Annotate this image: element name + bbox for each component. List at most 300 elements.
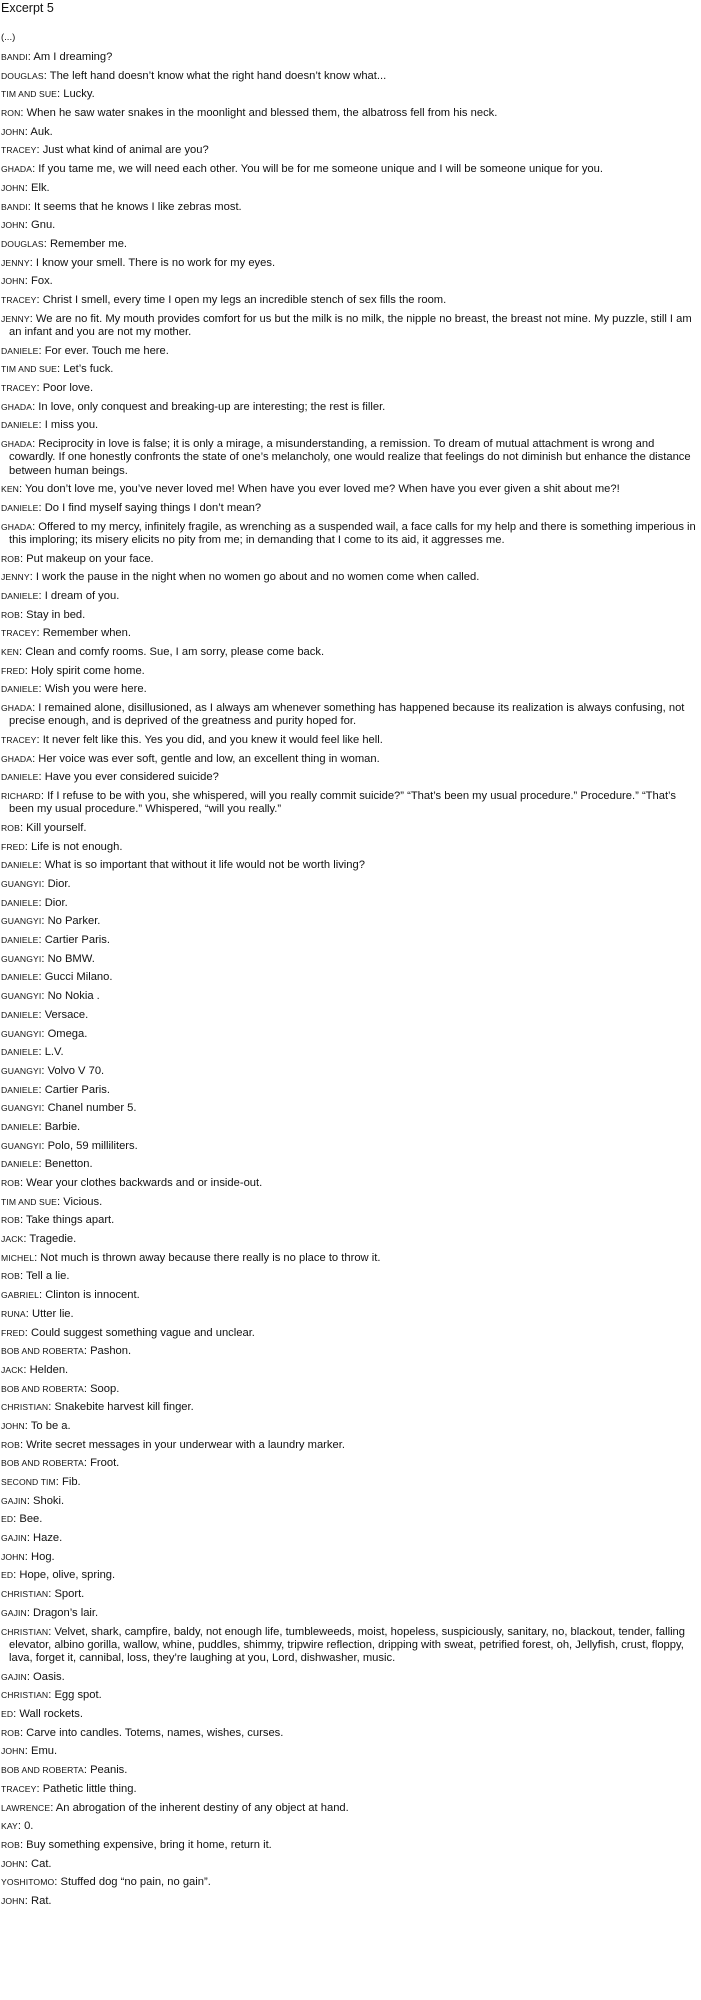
speaker-name: BANDI xyxy=(1,52,28,62)
speaker-name: CHRISTIAN xyxy=(1,1690,49,1701)
dialogue-text: If you tame me, we will need each other. You will be for me someone unique and I will be someone unique for you. xyxy=(38,163,603,176)
speaker-name: GAJIN xyxy=(1,1607,27,1618)
speaker-name: GUANGYI xyxy=(1,916,42,927)
speaker-separator: : xyxy=(38,896,45,909)
speaker-separator: : xyxy=(13,1569,20,1582)
dialogue-text: It seems that he knows I like zebras most. xyxy=(33,200,242,213)
dialogue-text: Oasis. xyxy=(33,1670,65,1683)
speaker-name: FRED xyxy=(1,841,25,852)
dialogue-line xyxy=(1,483,697,496)
speaker-name: DANIELE xyxy=(1,1084,39,1095)
dialogue-line xyxy=(1,1820,697,1833)
speaker-separator: : xyxy=(13,1708,20,1721)
speaker-separator: : xyxy=(29,256,36,269)
speaker-name: ED xyxy=(1,1570,14,1581)
speaker-separator: : xyxy=(25,1307,32,1320)
dialogue-line xyxy=(1,1858,697,1871)
dialogue-text: Vicious. xyxy=(63,1195,103,1208)
speaker-separator: : xyxy=(26,1606,34,1619)
dialogue-text: Tragedie. xyxy=(29,1233,77,1246)
dialogue-text: Pashon. xyxy=(90,1345,132,1358)
dialogue-line xyxy=(1,1476,697,1489)
speaker-separator: : xyxy=(17,1820,25,1833)
dialogue-line xyxy=(1,734,697,747)
speaker-separator: : xyxy=(54,1876,61,1889)
speaker-name: ROB xyxy=(1,822,20,833)
speaker-separator: : xyxy=(19,1726,27,1739)
dialogue-line xyxy=(1,382,697,395)
speaker-separator: : xyxy=(38,1008,45,1021)
speaker-separator: : xyxy=(38,934,45,947)
dialogue-line xyxy=(1,1364,697,1377)
speaker-name: RICHARD xyxy=(1,791,41,801)
dialogue-text: Poor love. xyxy=(42,381,94,394)
speaker-separator: : xyxy=(20,107,27,120)
speaker-separator: : xyxy=(24,840,32,853)
speaker-name: JOHN xyxy=(1,182,25,193)
speaker-name: GUANGYI xyxy=(1,1028,42,1039)
dialogue-line xyxy=(1,553,697,566)
dialogue-line xyxy=(1,363,697,376)
speaker-separator: : xyxy=(26,1532,34,1545)
dialogue-line xyxy=(1,1102,697,1115)
speaker-name: JOHN xyxy=(1,1746,25,1757)
speaker-separator: : xyxy=(26,1670,34,1683)
speaker-separator: : xyxy=(32,702,39,714)
dialogue-text: An abrogation of the inherent destiny of any object at hand. xyxy=(55,1801,349,1814)
dialogue-text: It never felt like this. Yes you did, and you knew it would feel like hell. xyxy=(42,733,383,746)
dialogue-line xyxy=(1,313,697,340)
speaker-name: DANIELE xyxy=(1,1009,39,1020)
dialogue-line xyxy=(1,1569,697,1582)
dialogue-text: Just what kind of animal are you? xyxy=(42,144,209,157)
dialogue-text: Soop. xyxy=(90,1382,120,1395)
speaker-name: JENNY xyxy=(1,572,30,583)
dialogue-text: What is so important that without it life would not be worth living? xyxy=(44,859,365,872)
dialogue-line xyxy=(1,1439,697,1452)
speaker-name: SECOND TIM xyxy=(1,1477,56,1487)
dialogue-text: I miss you. xyxy=(44,419,99,432)
speaker-separator: : xyxy=(48,1401,55,1414)
dialogue-text: Volvo V 70. xyxy=(47,1064,105,1077)
speaker-name: TRACEY xyxy=(1,145,37,156)
dialogue-text: Do I find myself saying things I don’t mean? xyxy=(44,501,262,514)
dialogue-text: Wear your clothes backwards and or inside-out. xyxy=(26,1177,263,1189)
dialogue-text: Write secret messages in your underwear with a laundry marker. xyxy=(26,1438,345,1451)
dialogue-text: Hog. xyxy=(31,1550,55,1563)
speaker-name: ED xyxy=(1,1514,14,1525)
speaker-separator: : xyxy=(38,1120,45,1133)
dialogue-line xyxy=(1,521,697,548)
dialogue-line xyxy=(1,1551,697,1564)
dialogue-text: Could suggest something vague and unclear. xyxy=(31,1326,255,1339)
dialogue-line xyxy=(1,859,697,872)
dialogue-text: Her voice was ever soft, gentle and low, an excellent thing in woman. xyxy=(38,752,380,765)
speaker-name: CHRISTIAN xyxy=(1,1402,49,1413)
dialogue-line xyxy=(1,571,697,584)
speaker-separator: : xyxy=(27,51,34,63)
speaker-name: CHRISTIAN xyxy=(1,1626,49,1637)
dialogue-line xyxy=(1,1252,697,1265)
dialogue-text: Helden. xyxy=(29,1363,69,1376)
dialogue-text: Take things apart. xyxy=(25,1214,115,1227)
dialogue-line xyxy=(1,646,697,659)
speaker-name: JENNY xyxy=(1,313,30,324)
speaker-name: BOB AND ROBERTA xyxy=(1,1765,84,1776)
speaker-separator: : xyxy=(83,1457,91,1470)
speaker-name: ED xyxy=(1,1709,14,1720)
dialogue-text: To be a. xyxy=(30,1419,71,1432)
speaker-separator: : xyxy=(19,821,27,834)
speaker-separator: : xyxy=(24,219,32,232)
speaker-name: RUNA xyxy=(1,1308,26,1319)
speaker-name: KEN xyxy=(1,484,19,495)
speaker-name: TRACEY xyxy=(1,1783,37,1794)
speaker-separator: : xyxy=(24,1857,32,1870)
dialogue-line xyxy=(1,1308,697,1321)
dialogue-text: Clean and comfy rooms. Sue, I am sorry, please come back. xyxy=(25,645,325,658)
dialogue-line xyxy=(1,1588,697,1601)
dialogue-line xyxy=(1,897,697,910)
dialogue-line xyxy=(1,144,697,157)
dialogue-line xyxy=(1,1839,697,1852)
dialogue-line xyxy=(1,88,697,101)
speaker-separator: : xyxy=(38,683,45,696)
dialogue-line xyxy=(1,934,697,947)
speaker-name: JOHN xyxy=(1,220,25,231)
dialogue-text: Cartier Paris. xyxy=(44,1083,110,1096)
dialogue-text: Christ I smell, every time I open my legs an incredible stench of sex fills the room. xyxy=(42,293,447,306)
dialogue-text: Carve into candles. Totems, names, wishes, curses. xyxy=(26,1726,284,1739)
speaker-name: GAJIN xyxy=(1,1671,27,1682)
speaker-separator: : xyxy=(24,664,32,677)
dialogue-text: Stuffed dog “no pain, no gain”. xyxy=(60,1876,211,1889)
dialogue-line xyxy=(1,1689,697,1702)
speaker-separator: : xyxy=(48,1625,55,1638)
speaker-name: DANIELE xyxy=(1,860,39,871)
dialogue-text: Egg spot. xyxy=(54,1689,102,1702)
speaker-name: GUANGYI xyxy=(1,1065,42,1076)
speaker-separator: : xyxy=(29,312,36,325)
speaker-separator: : xyxy=(55,1476,63,1488)
dialogue-text: Am I dreaming? xyxy=(33,51,113,63)
dialogue-text: I remained alone, disillusioned, as I always am whenever something has happened because its realization is always confusing, not precise enough, and is deprived of the greatness and purity hoped for. xyxy=(9,702,685,728)
speaker-name: KEN xyxy=(1,646,19,657)
speaker-name: GHADA xyxy=(1,753,33,764)
speaker-name: GUANGYI xyxy=(1,1140,42,1151)
speaker-separator: : xyxy=(57,1195,64,1208)
speaker-name: ROB xyxy=(1,1839,20,1850)
dialogue-line xyxy=(1,1270,697,1283)
dialogue-text: Offered to my mercy, infinitely fragile, as wrenching as a suspended wail, a face calls for my help and there is something imperious in this imploring; its misery elicits no pity from me; in demanding that I come to its aid, it aggresses me. xyxy=(9,520,696,546)
dialogue-text: We are no fit. My mouth provides comfort for us but the milk is no milk, the nipple no breast, the breast not mine. My puzzle, still I am an infant and you are not my mother. xyxy=(9,312,692,338)
dialogue-line xyxy=(1,1233,697,1246)
dialogue-line xyxy=(1,1177,697,1190)
speaker-name: DANIELE xyxy=(1,1047,39,1058)
speaker-name: GHADA xyxy=(1,164,33,175)
speaker-separator: : xyxy=(38,501,45,514)
speaker-name: TIM AND SUE xyxy=(1,1196,58,1207)
speaker-separator: : xyxy=(50,1801,56,1814)
speaker-name: ROB xyxy=(1,1727,20,1738)
speaker-name: TIM AND SUE xyxy=(1,364,58,375)
dialogue-text: Life is not enough. xyxy=(31,840,123,853)
speaker-separator: : xyxy=(24,1745,32,1758)
speaker-separator: : xyxy=(40,790,48,802)
speaker-name: RON xyxy=(1,108,21,119)
dialogue-line xyxy=(1,753,697,766)
speaker-separator: : xyxy=(36,381,43,394)
dialogue-line xyxy=(1,1513,697,1526)
dialogue-text: 0. xyxy=(24,1820,34,1833)
speaker-separator: : xyxy=(19,1438,27,1451)
speaker-separator: : xyxy=(41,952,48,965)
speaker-name: JACK xyxy=(1,1364,24,1375)
speaker-separator: : xyxy=(24,1326,32,1339)
dialogue-line xyxy=(1,1607,697,1620)
speaker-name: TRACEY xyxy=(1,628,37,639)
dialogue-text: Chanel number 5. xyxy=(47,1102,137,1115)
speaker-separator: : xyxy=(43,69,50,82)
dialogue-text: Not much is thrown away because there really is no place to throw it. xyxy=(40,1251,381,1264)
dialogue-line xyxy=(1,1802,697,1815)
speaker-separator: : xyxy=(19,1838,27,1851)
dialogue-line xyxy=(1,1420,697,1433)
speaker-name: DOUGLAS xyxy=(1,70,44,81)
speaker-name: DANIELE xyxy=(1,1121,39,1132)
dialogue-line xyxy=(1,1745,697,1758)
speaker-separator: : xyxy=(38,1083,45,1096)
speaker-separator: : xyxy=(83,1382,91,1395)
omission-marker: (...) xyxy=(1,32,16,43)
dialogue-text: Dragon’s lair. xyxy=(33,1606,99,1619)
dialogue-text: Reciprocity in love is false; it is only a mirage, a misunderstanding, a remission. To dream of mutual attachment is wrong and cowardly. If one honestly confronts the state of one’s melancholy, one would realize that feelings do not diminish but enhance the distance between human beings. xyxy=(9,438,691,477)
dialogue-text: Lucky. xyxy=(63,88,95,101)
dialogue-line xyxy=(1,238,697,251)
speaker-separator: : xyxy=(19,608,27,621)
speaker-name: GAJIN xyxy=(1,1533,27,1544)
speaker-name: CHRISTIAN xyxy=(1,1589,49,1600)
dialogue-line xyxy=(1,1028,697,1041)
dialogue-line xyxy=(1,1121,697,1134)
dialogue-text: Shoki. xyxy=(33,1494,65,1507)
speaker-separator: : xyxy=(38,771,45,784)
dialogue-line xyxy=(1,107,697,120)
speaker-name: DANIELE xyxy=(1,345,39,356)
speaker-name: JOHN xyxy=(1,276,25,287)
speaker-separator: : xyxy=(38,1289,46,1302)
speaker-name: LAWRENCE xyxy=(1,1802,51,1813)
dialogue-line xyxy=(1,1383,697,1396)
speaker-name: ROB xyxy=(1,1178,20,1188)
speaker-separator: : xyxy=(19,1177,27,1189)
dialogue-line xyxy=(1,1140,697,1153)
speaker-name: JOHN xyxy=(1,1551,25,1562)
dialogue-text: You don’t love me, you’ve never loved me! When have you ever loved me? When have you ever given a shit about me?! xyxy=(25,483,620,496)
dialogue-line xyxy=(1,841,697,854)
dialogue-text: Have you ever considered suicide? xyxy=(44,771,219,784)
speaker-separator: : xyxy=(38,859,45,872)
dialogue-line xyxy=(1,1009,697,1022)
speaker-separator: : xyxy=(32,520,39,533)
speaker-separator: : xyxy=(23,1233,30,1246)
speaker-name: TIM AND SUE xyxy=(1,89,58,100)
speaker-separator: : xyxy=(36,293,43,306)
dialogue-text: When he saw water snakes in the moonlight and blessed them, the albatross fell from his neck. xyxy=(26,107,498,120)
speaker-name: ROB xyxy=(1,1439,20,1450)
dialogue-text: Remember me. xyxy=(49,237,128,250)
dialogue-line xyxy=(1,419,697,432)
dialogue-text: Barbie. xyxy=(44,1120,81,1133)
speaker-name: DANIELE xyxy=(1,897,39,908)
dialogue-line xyxy=(1,219,697,232)
dialogue-text: Auk. xyxy=(30,125,53,138)
speaker-name: DANIELE xyxy=(1,1159,39,1170)
dialogue-line xyxy=(1,401,697,414)
speaker-separator: : xyxy=(83,1764,91,1777)
dialogue-line xyxy=(1,990,697,1003)
speaker-separator: : xyxy=(19,1214,26,1227)
dialogue-line xyxy=(1,1158,697,1171)
speaker-name: YOSHITOMO xyxy=(1,1877,55,1888)
dialogue-text: Velvet, shark, campfire, baldy, not enough life, tumbleweeds, moist, hopeless, suspiciously, sanitary, no, blackout, tender, falling elevator, albino gorilla, wallow, whine, puddles, shimmy, tripwire reflection, dripping with sweat, petrified forest, oh, Jellyfish, crust, floppy, lava, forget it, cannibal, loss, they’re laughing at you, Lord, dishwasher, music. xyxy=(9,1625,685,1664)
dialogue-text: Put makeup on your face. xyxy=(26,552,154,565)
dialogue-text: In love, only conquest and breaking-up are interesting; the rest is filler. xyxy=(38,400,386,413)
dialogue-text: Hope, olive, spring. xyxy=(19,1569,116,1582)
speaker-name: ROB xyxy=(1,553,20,564)
dialogue-line xyxy=(1,771,697,784)
dialogue-line xyxy=(1,1084,697,1097)
dialogue-text: Wish you were here. xyxy=(44,683,147,696)
dialogue-text: Tell a lie. xyxy=(25,1270,70,1283)
dialogue-text: Omega. xyxy=(47,1027,88,1040)
dialogue-text: Rat. xyxy=(31,1894,52,1907)
speaker-separator: : xyxy=(36,733,43,746)
dialogue-line xyxy=(1,294,697,307)
dialogue-line xyxy=(1,1783,697,1796)
dialogue-text: Elk. xyxy=(31,181,50,194)
speaker-separator: : xyxy=(48,1689,55,1702)
dialogue-line xyxy=(1,683,697,696)
dialogue-line xyxy=(1,1345,697,1358)
speaker-separator: : xyxy=(19,552,27,565)
dialogue-line xyxy=(1,1046,697,1059)
speaker-name: DANIELE xyxy=(1,502,39,513)
dialogue-lines xyxy=(1,51,697,1908)
speaker-separator: : xyxy=(38,1046,45,1059)
dialogue-line xyxy=(1,1764,697,1777)
speaker-separator: : xyxy=(36,627,43,640)
dialogue-text: Sport. xyxy=(54,1588,85,1601)
dialogue-text: Let’s fuck. xyxy=(63,363,114,376)
speaker-name: BOB AND ROBERTA xyxy=(1,1458,84,1469)
dialogue-text: I dream of you. xyxy=(44,589,120,602)
speaker-name: FRED xyxy=(1,1327,25,1338)
dialogue-line xyxy=(1,345,697,358)
speaker-separator: : xyxy=(32,400,39,413)
speaker-separator: : xyxy=(38,971,45,984)
speaker-name: JOHN xyxy=(1,126,25,137)
dialogue-text: Wall rockets. xyxy=(19,1708,83,1721)
dialogue-text: The left hand doesn’t know what the right hand doesn’t know what... xyxy=(49,69,387,82)
dialogue-line xyxy=(1,915,697,928)
dialogue-text: Remember when. xyxy=(42,627,131,640)
speaker-separator: : xyxy=(41,1102,48,1115)
speaker-separator: : xyxy=(41,990,48,1003)
dialogue-line xyxy=(1,1457,697,1470)
dialogue-line xyxy=(1,1532,697,1545)
dialogue-text: Bee. xyxy=(19,1513,43,1526)
speaker-separator: : xyxy=(48,1588,55,1601)
dialogue-line xyxy=(1,1495,697,1508)
speaker-name: TRACEY xyxy=(1,734,37,745)
speaker-name: ROB xyxy=(1,609,20,620)
speaker-name: BOB AND ROBERTA xyxy=(1,1383,84,1394)
dialogue-line xyxy=(1,1289,697,1302)
dialogue-line xyxy=(1,182,697,195)
dialogue-line xyxy=(1,665,697,678)
dialogue-text: No Nokia . xyxy=(47,990,100,1003)
dialogue-line xyxy=(1,1196,697,1209)
dialogue-text: Cat. xyxy=(31,1857,52,1870)
speaker-separator: : xyxy=(19,1270,26,1283)
dialogue-line xyxy=(1,1727,697,1740)
speaker-name: GUANGYI xyxy=(1,879,42,889)
speaker-separator: : xyxy=(38,589,45,602)
dialogue-text: Kill yourself. xyxy=(26,821,87,834)
speaker-name: BANDI xyxy=(1,201,28,212)
speaker-name: GHADA xyxy=(1,401,33,412)
dialogue-line xyxy=(1,275,697,288)
dialogue-text: Pathetic little thing. xyxy=(42,1782,137,1795)
dialogue-line xyxy=(1,790,697,817)
speaker-name: GHADA xyxy=(1,521,33,532)
speaker-separator: : xyxy=(29,571,36,584)
dialogue-text: Gucci Milano. xyxy=(44,971,113,984)
dialogue-line xyxy=(1,953,697,966)
dialogue-text: Polo, 59 milliliters. xyxy=(47,1139,138,1152)
speaker-name: JOHN xyxy=(1,1858,25,1869)
dialogue-text: Buy something expensive, bring it home, return it. xyxy=(26,1838,272,1851)
speaker-name: TRACEY xyxy=(1,294,37,305)
dialogue-text: Benetton. xyxy=(44,1158,93,1171)
dialogue-line xyxy=(1,1895,697,1908)
speaker-name: GHADA xyxy=(1,703,33,713)
dialogue-line xyxy=(1,590,697,603)
dialogue-text: L.V. xyxy=(44,1046,64,1059)
dialogue-line xyxy=(1,1401,697,1414)
dialogue-line xyxy=(1,1214,697,1227)
speaker-separator: : xyxy=(41,1139,48,1152)
dialogue-text: Stay in bed. xyxy=(26,608,86,621)
dialogue-text: Fib. xyxy=(62,1476,81,1488)
speaker-separator: : xyxy=(36,1782,43,1795)
speaker-separator: : xyxy=(34,1251,41,1264)
dialogue-line xyxy=(1,1327,697,1340)
speaker-name: DANIELE xyxy=(1,590,39,601)
excerpt-title: Excerpt 5 xyxy=(1,1,54,15)
speaker-separator: : xyxy=(24,125,31,138)
dialogue-text: Dior. xyxy=(47,878,71,890)
speaker-name: DANIELE xyxy=(1,972,39,983)
speaker-separator: : xyxy=(83,1345,91,1358)
dialogue-text: Versace. xyxy=(44,1008,89,1021)
speaker-separator: : xyxy=(24,1419,31,1432)
speaker-separator: : xyxy=(38,1158,45,1171)
dialogue-line xyxy=(1,878,697,891)
speaker-separator: : xyxy=(18,645,26,658)
speaker-name: MICHEL xyxy=(1,1252,35,1263)
